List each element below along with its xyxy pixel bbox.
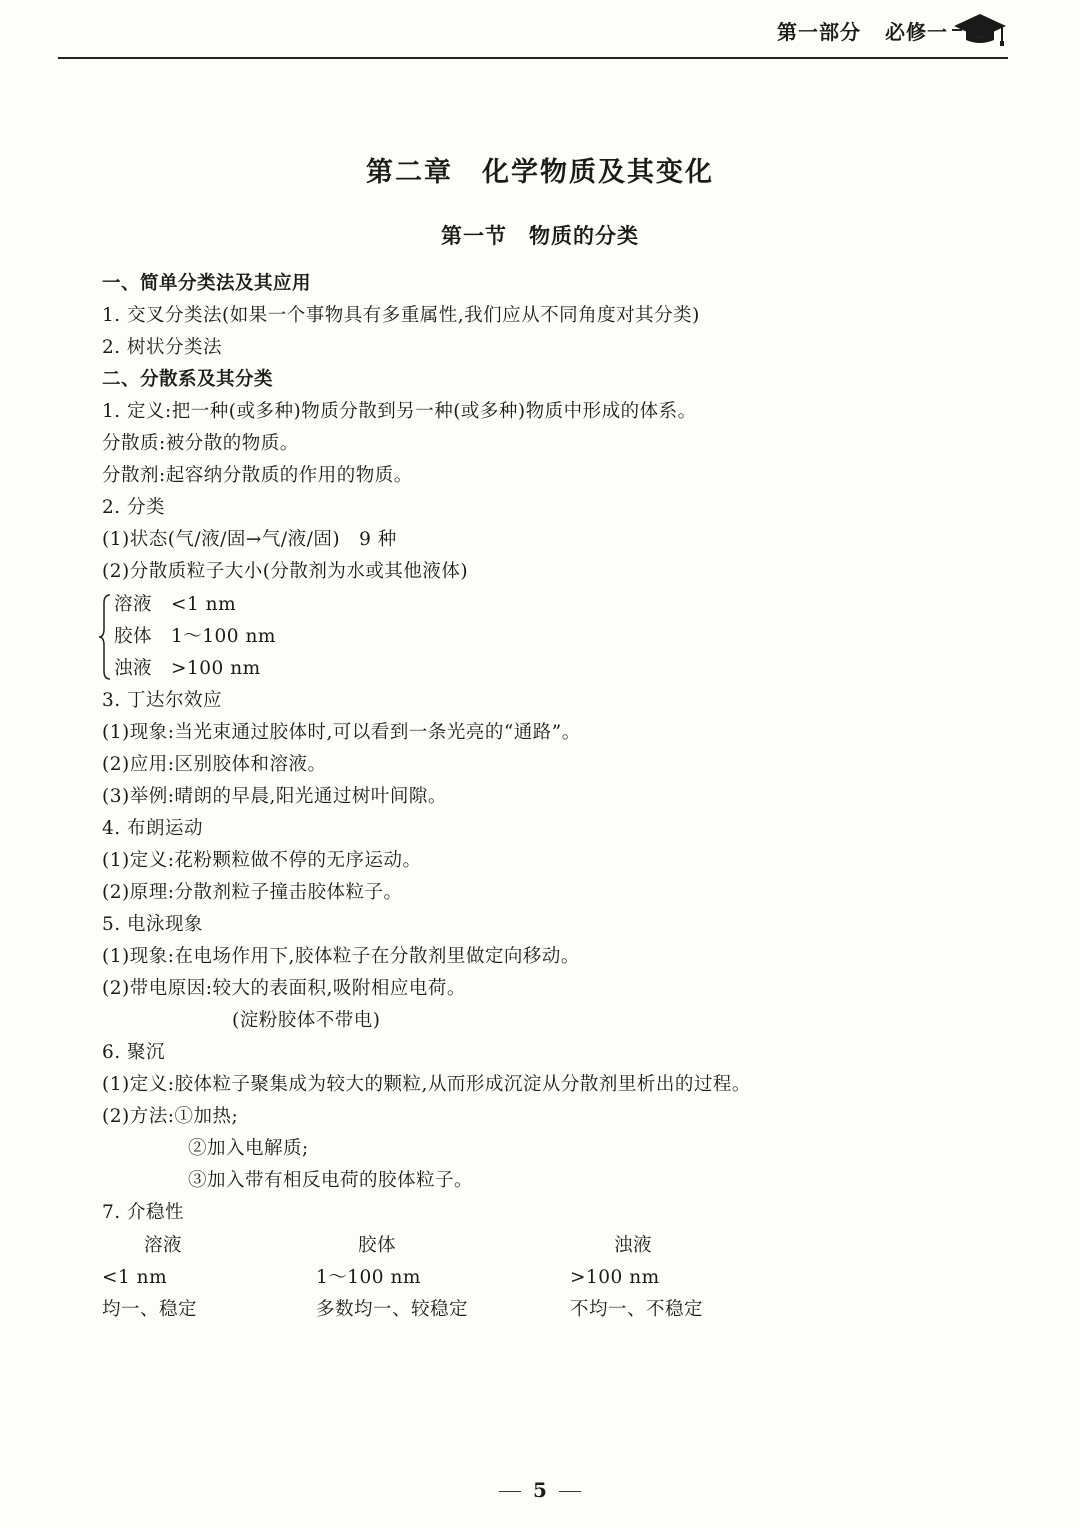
text-line: (1)定义:胶体粒子聚集成为较大的颗粒,从而形成沉淀从分散剂里析出的过程。 — [102, 1074, 751, 1095]
table-header: 浊液 — [614, 1235, 653, 1256]
text-line: ②加入电解质; — [188, 1138, 309, 1159]
section-title: 第一节 物质的分类 — [441, 224, 639, 248]
text-line: 5. 电泳现象 — [102, 914, 204, 935]
text-line: 2. 分类 — [102, 497, 166, 518]
header-book: 必修一 — [885, 20, 948, 44]
text-line: (1)状态(气/液/固→气/液/固) 9 种 — [102, 529, 397, 550]
text-line: (1)定义:花粉颗粒做不停的无序运动。 — [102, 850, 422, 871]
text-line: (2)带电原因:较大的表面积,吸附相应电荷。 — [102, 978, 466, 999]
text-line: (3)举例:晴朗的早晨,阳光通过树叶间隙。 — [102, 786, 447, 807]
graduation-cap-icon — [952, 8, 1008, 48]
chapter-title: 第二章 化学物质及其变化 — [366, 157, 714, 188]
text-line: (1)现象:当光束通过胶体时,可以看到一条光亮的“通路”。 — [102, 722, 581, 743]
text-line: 1. 定义:把一种(或多种)物质分散到另一种(或多种)物质中形成的体系。 — [102, 401, 697, 422]
table-cell: >100 nm — [570, 1267, 660, 1288]
text-line: 7. 介稳性 — [102, 1202, 185, 1223]
heading-dispersion-system: 二、分散系及其分类 — [102, 369, 274, 390]
text-line: (2)分散质粒子大小(分散剂为水或其他液体) — [102, 561, 469, 582]
text-line: 3. 丁达尔效应 — [102, 690, 223, 711]
table-cell: 均一、稳定 — [102, 1299, 198, 1320]
table-header: 溶液 — [144, 1235, 183, 1256]
running-head — [777, 16, 948, 45]
table-cell: 不均一、不稳定 — [570, 1299, 704, 1320]
text-line: (1)现象:在电场作用下,胶体粒子在分散剂里做定向移动。 — [102, 946, 580, 967]
size-class-suspension: 浊液 >100 nm — [114, 658, 261, 679]
text-line: 6. 聚沉 — [102, 1042, 166, 1063]
heading-simple-classification: 一、简单分类法及其应用 — [102, 273, 312, 294]
text-line: 分散质:被分散的物质。 — [102, 433, 299, 454]
table-cell: <1 nm — [102, 1267, 168, 1288]
size-class-solution: 溶液 <1 nm — [114, 594, 237, 615]
table-cell: 1～100 nm — [316, 1267, 421, 1288]
text-line: 1. 交叉分类法(如果一个事物具有多重属性,我们应从不同角度对其分类) — [102, 305, 700, 326]
page-number — [0, 1478, 1080, 1502]
text-line: 2. 树状分类法 — [102, 337, 223, 358]
curly-brace — [98, 593, 112, 681]
text-line: 4. 布朗运动 — [102, 818, 204, 839]
size-class-colloid: 胶体 1～100 nm — [114, 626, 276, 647]
text-line: (淀粉胶体不带电) — [232, 1010, 381, 1031]
text-line: (2)应用:区别胶体和溶液。 — [102, 754, 327, 775]
text-line: 分散剂:起容纳分散质的作用的物质。 — [102, 465, 413, 486]
text-line: (2)原理:分散剂粒子撞击胶体粒子。 — [102, 882, 403, 903]
header-part: 第一部分 — [777, 20, 861, 44]
text-line: (2)方法:①加热; — [102, 1106, 239, 1127]
table-header: 胶体 — [358, 1235, 397, 1256]
text-line: ③加入带有相反电荷的胶体粒子。 — [188, 1170, 474, 1191]
table-cell: 多数均一、较稳定 — [316, 1299, 469, 1320]
page-header — [58, 0, 1008, 59]
page-number-value: 5 — [533, 1478, 547, 1502]
